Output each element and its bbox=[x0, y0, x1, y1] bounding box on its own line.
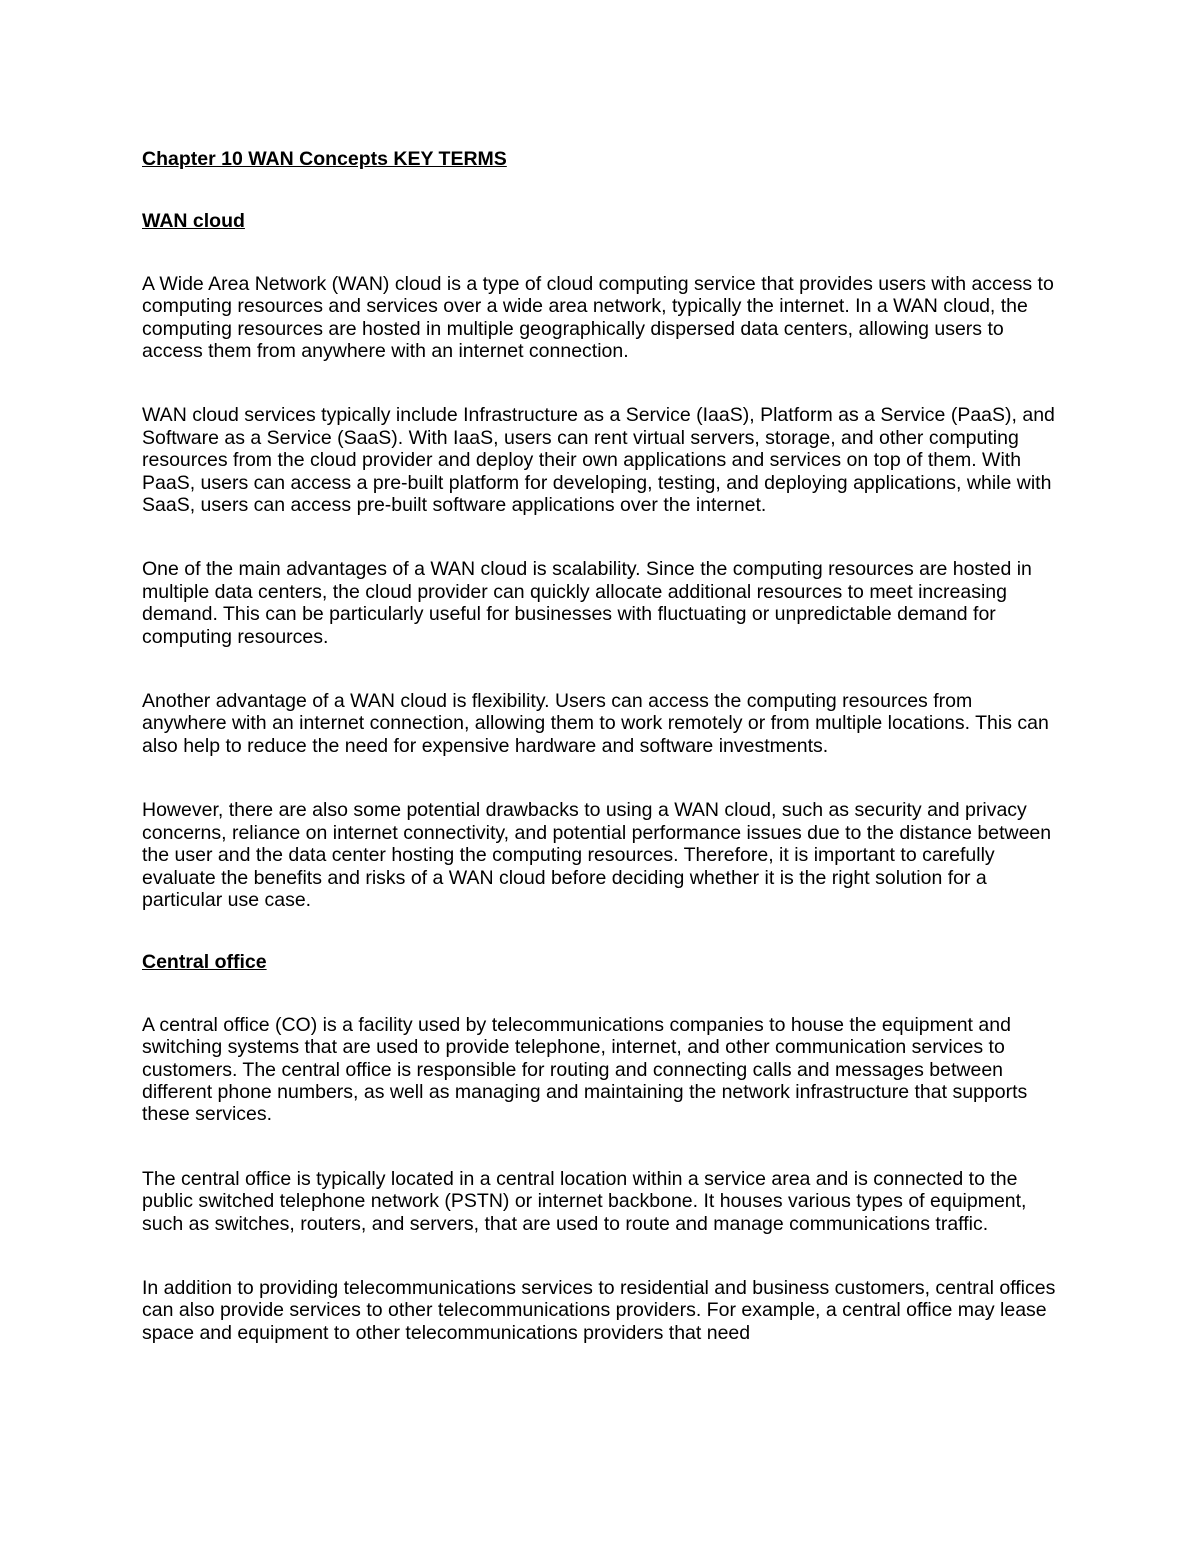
section-heading-wan-cloud: WAN cloud bbox=[142, 210, 245, 233]
paragraph: A central office (CO) is a facility used by telecommunications companies to house the equipment and switching systems that are used to provide telephone, internet, and other communication services to customers. The central office is responsible for routing and connecting calls and messages between different phone numbers, as well as managing and maintaining the network infrastructure that supports these services. bbox=[142, 1013, 1028, 1126]
paragraph: WAN cloud services typically include Infrastructure as a Service (IaaS), Platform as a Service (PaaS), and Software as a Service (SaaS). With IaaS, users can rent virtual servers, storage, and other computing resources from the cloud provider and deploy their own applications and services on top of them. With PaaS, users can access a pre-built platform for developing, testing, and deploying applications, while with SaaS, users can access pre-built software applications over the internet. bbox=[142, 404, 1055, 517]
document-title: Chapter 10 WAN Concepts KEY TERMS bbox=[142, 148, 507, 170]
paragraph: However, there are also some potential drawbacks to using a WAN cloud, such as security and privacy concerns, reliance on internet connectivity, and potential performance issues due to the distance between the user and the data center hosting the computing resources. Therefore, it is important to carefully evaluate the benefits and risks of a WAN cloud before deciding whether it is the right solution for a particular use case. bbox=[142, 799, 1052, 911]
document-body bbox=[142, 148, 1062, 1344]
paragraph: One of the main advantages of a WAN cloud is scalability. Since the computing resources are hosted in multiple data centers, the cloud provider can quickly allocate additional resources to meet increasing demand. This can be particularly useful for businesses with fluctuating or unpredictable demand for computing resources. bbox=[142, 558, 1032, 648]
section-heading-central-office: Central office bbox=[142, 951, 267, 974]
paragraph: Another advantage of a WAN cloud is flexibility. Users can access the computing resources from anywhere with an internet connection, allowing them to work remotely or from multiple locations. This can also help to reduce the need for expensive hardware and software investments. bbox=[142, 690, 1049, 757]
paragraph: In addition to providing telecommunications services to residential and business customers, central offices can also provide services to other telecommunications providers. For example, a central office may lease space and equipment to other telecommunications providers that need bbox=[142, 1276, 1056, 1344]
paragraph: A Wide Area Network (WAN) cloud is a type of cloud computing service that provides users with access to computing resources and services over a wide area network, typically the internet. In a WAN cloud, the computing resources are hosted in multiple geographically dispersed data centers, allowing users to access them from anywhere with an internet connection. bbox=[142, 272, 1054, 362]
paragraph: The central office is typically located in a central location within a service area and is connected to the public switched telephone network (PSTN) or internet backbone. It houses various types of equipment, such as switches, routers, and servers, that are used to route and manage communications traffic. bbox=[142, 1167, 1027, 1235]
